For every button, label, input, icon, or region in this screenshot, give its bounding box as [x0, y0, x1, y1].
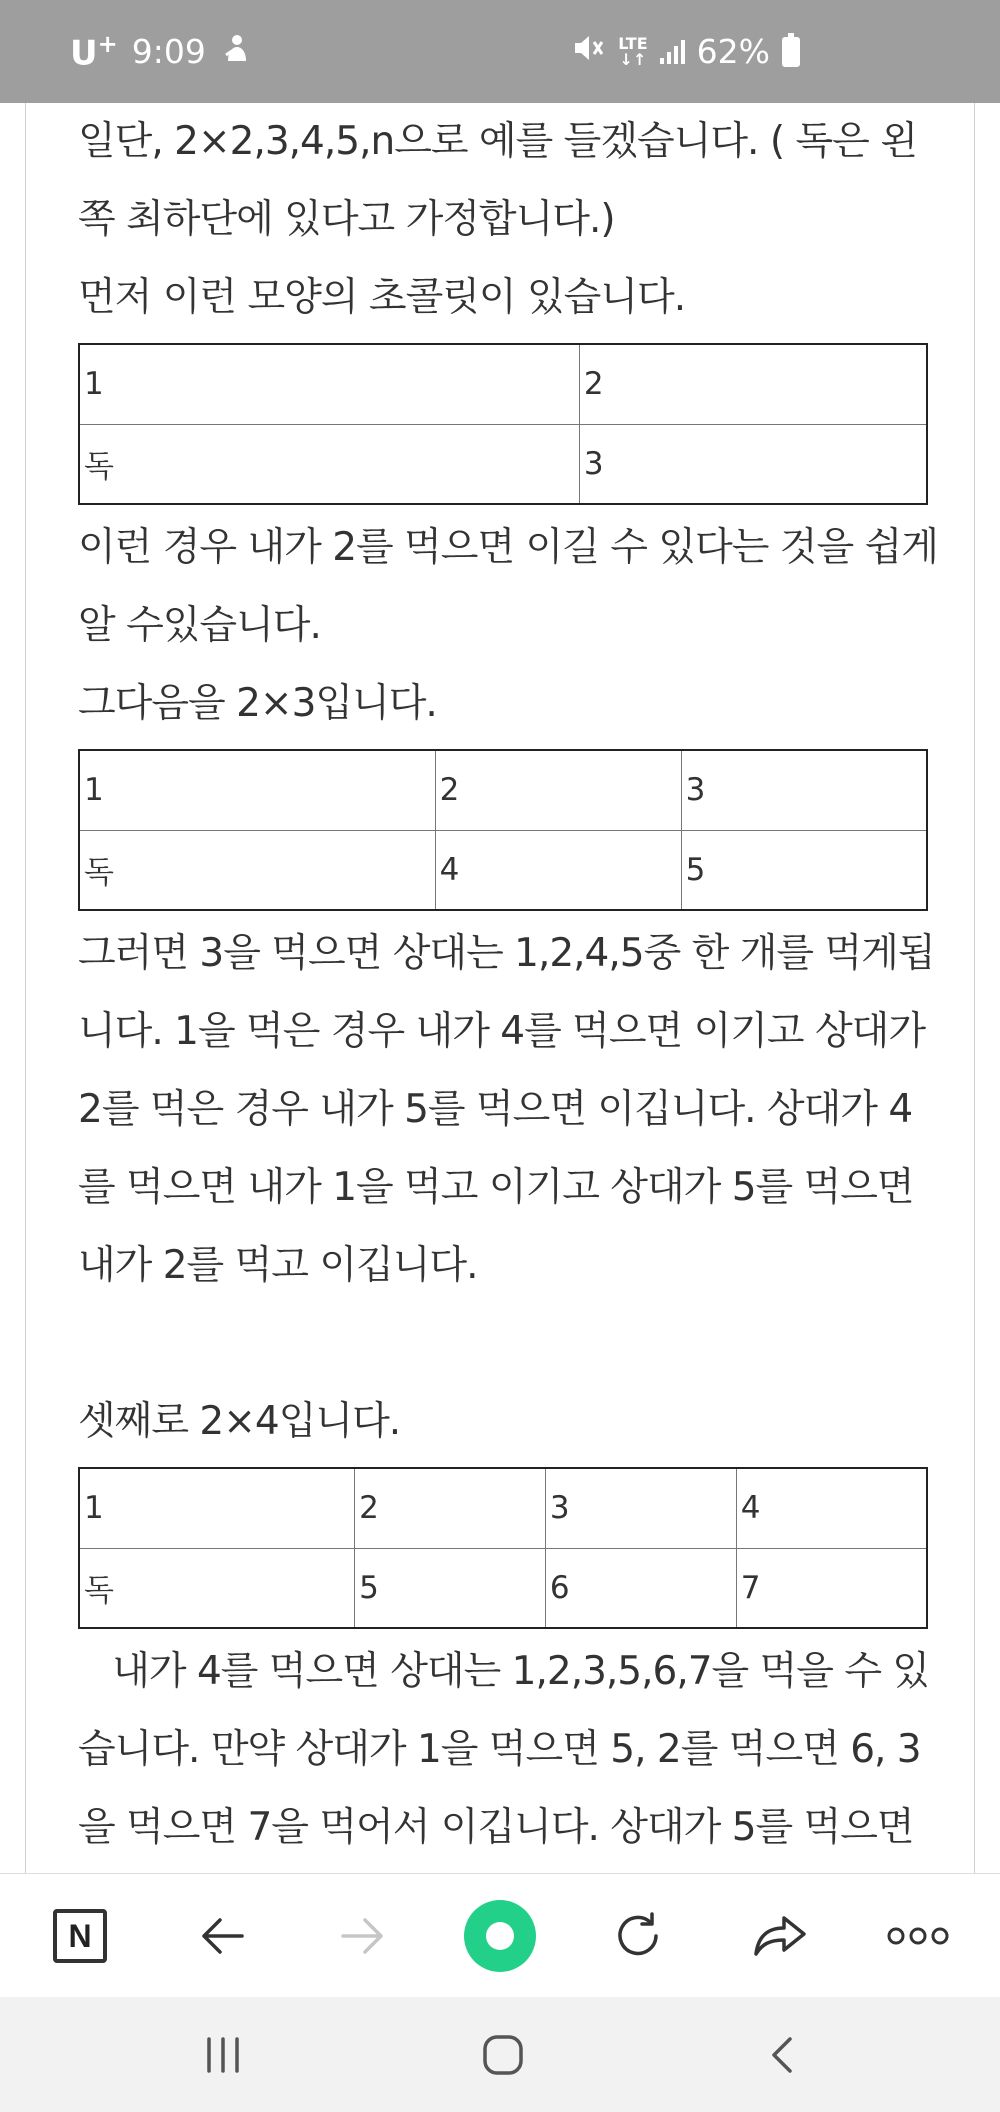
arrow-left-icon — [198, 1916, 246, 1956]
back-nav-icon — [768, 2035, 796, 2075]
table-cell: 독 — [79, 830, 435, 910]
mute-icon — [572, 32, 606, 71]
table-cell: 3 — [681, 750, 927, 830]
table-cell: 7 — [736, 1548, 927, 1628]
table-cell: 6 — [545, 1548, 736, 1628]
green-dot-icon — [464, 1900, 536, 1972]
signal-icon — [660, 40, 685, 64]
table-2x2 — [78, 343, 928, 505]
recent-apps-button[interactable] — [163, 1997, 283, 2112]
table-row — [79, 830, 927, 910]
paragraph-2x3-heading: 그다음을 2×3입니다. — [78, 681, 437, 726]
table-cell: 2 — [435, 750, 681, 830]
table-2x3 — [78, 749, 928, 911]
home-button[interactable] — [30, 1874, 130, 1998]
table-row — [79, 1548, 927, 1628]
home-nav-button[interactable] — [443, 1997, 563, 2112]
battery-percentage: 62% — [696, 32, 770, 71]
more-button[interactable] — [868, 1874, 968, 1998]
carrier-label: U+ — [70, 29, 118, 74]
status-bar — [0, 0, 1000, 103]
back-button[interactable] — [172, 1874, 272, 1998]
table-row — [79, 750, 927, 830]
table-cell: 1 — [79, 750, 435, 830]
table-row — [79, 424, 927, 504]
notification-icon — [224, 32, 250, 71]
naver-home-icon: N — [53, 1909, 107, 1963]
table-cell: 독 — [79, 424, 579, 504]
blank-line — [78, 1305, 938, 1383]
paragraph-chocolate-intro: 먼저 이런 모양의 초콜릿이 있습니다. — [78, 275, 686, 320]
article-content[interactable] — [25, 103, 975, 1873]
recent-apps-icon — [203, 2037, 243, 2073]
status-time: 9:09 — [131, 32, 206, 71]
home-nav-icon — [482, 2034, 524, 2076]
refresh-icon — [612, 1910, 664, 1962]
forward-button[interactable] — [313, 1874, 413, 1998]
table-cell: 독 — [79, 1548, 355, 1628]
table-row — [79, 344, 927, 424]
table-cell: 2 — [579, 344, 927, 424]
paragraph-2x3-explanation: 그러면 3을 먹으면 상대는 1,2,4,5중 한 개를 먹게됩니다. 1을 먹은 경우 내가 4를 먹으면 이기고 상대가 2를 먹은 경우 내가 5를 먹으면 이깁니다. 상대가 4를 먹으면 내가 1을 먹고 이기고 상대가 5를 먹으면 내가 2를 먹고 이깁니다. — [78, 931, 935, 1288]
table-cell: 4 — [736, 1468, 927, 1548]
back-nav-button[interactable] — [722, 1997, 842, 2112]
table-row — [79, 1468, 927, 1548]
paragraph-2x4-explanation: 내가 4를 먹으면 상대는 1,2,3,5,6,7을 먹을 수 있습니다. 만약 상대가 1을 먹으면 5, 2를 먹으면 6, 3을 먹으면 7을 먹어서 이깁니다. 상대가 5를 먹으면 — [78, 1649, 930, 1850]
share-icon — [752, 1912, 808, 1960]
table-cell: 1 — [79, 1468, 355, 1548]
browser-toolbar — [0, 1873, 1000, 1997]
share-button[interactable] — [730, 1874, 830, 1998]
paragraph-intro: 일단, 2×2,3,4,5,n으로 예를 들겠습니다. ( 독은 왼쪽 최하단에 있다고 가정합니다.) — [78, 119, 917, 242]
battery-icon — [782, 37, 800, 67]
paragraph-2x2-result: 이런 경우 내가 2를 먹으면 이길 수 있다는 것을 쉽게 알 수있습니다. — [78, 525, 938, 648]
paragraph-2x4-heading: 셋째로 2×4입니다. — [78, 1399, 401, 1444]
system-navigation-bar — [0, 1997, 1000, 2112]
table-cell: 4 — [435, 830, 681, 910]
table-cell: 2 — [355, 1468, 546, 1548]
table-cell: 3 — [579, 424, 927, 504]
table-cell: 5 — [355, 1548, 546, 1628]
more-icon — [886, 1924, 950, 1948]
arrow-right-icon — [339, 1916, 387, 1956]
table-cell: 3 — [545, 1468, 736, 1548]
lte-indicator: LTE ↓↑ — [618, 33, 648, 69]
table-2x4 — [78, 1467, 928, 1629]
green-dot-button[interactable] — [450, 1874, 550, 1998]
table-cell: 5 — [681, 830, 927, 910]
table-cell: 1 — [79, 344, 579, 424]
refresh-button[interactable] — [588, 1874, 688, 1998]
